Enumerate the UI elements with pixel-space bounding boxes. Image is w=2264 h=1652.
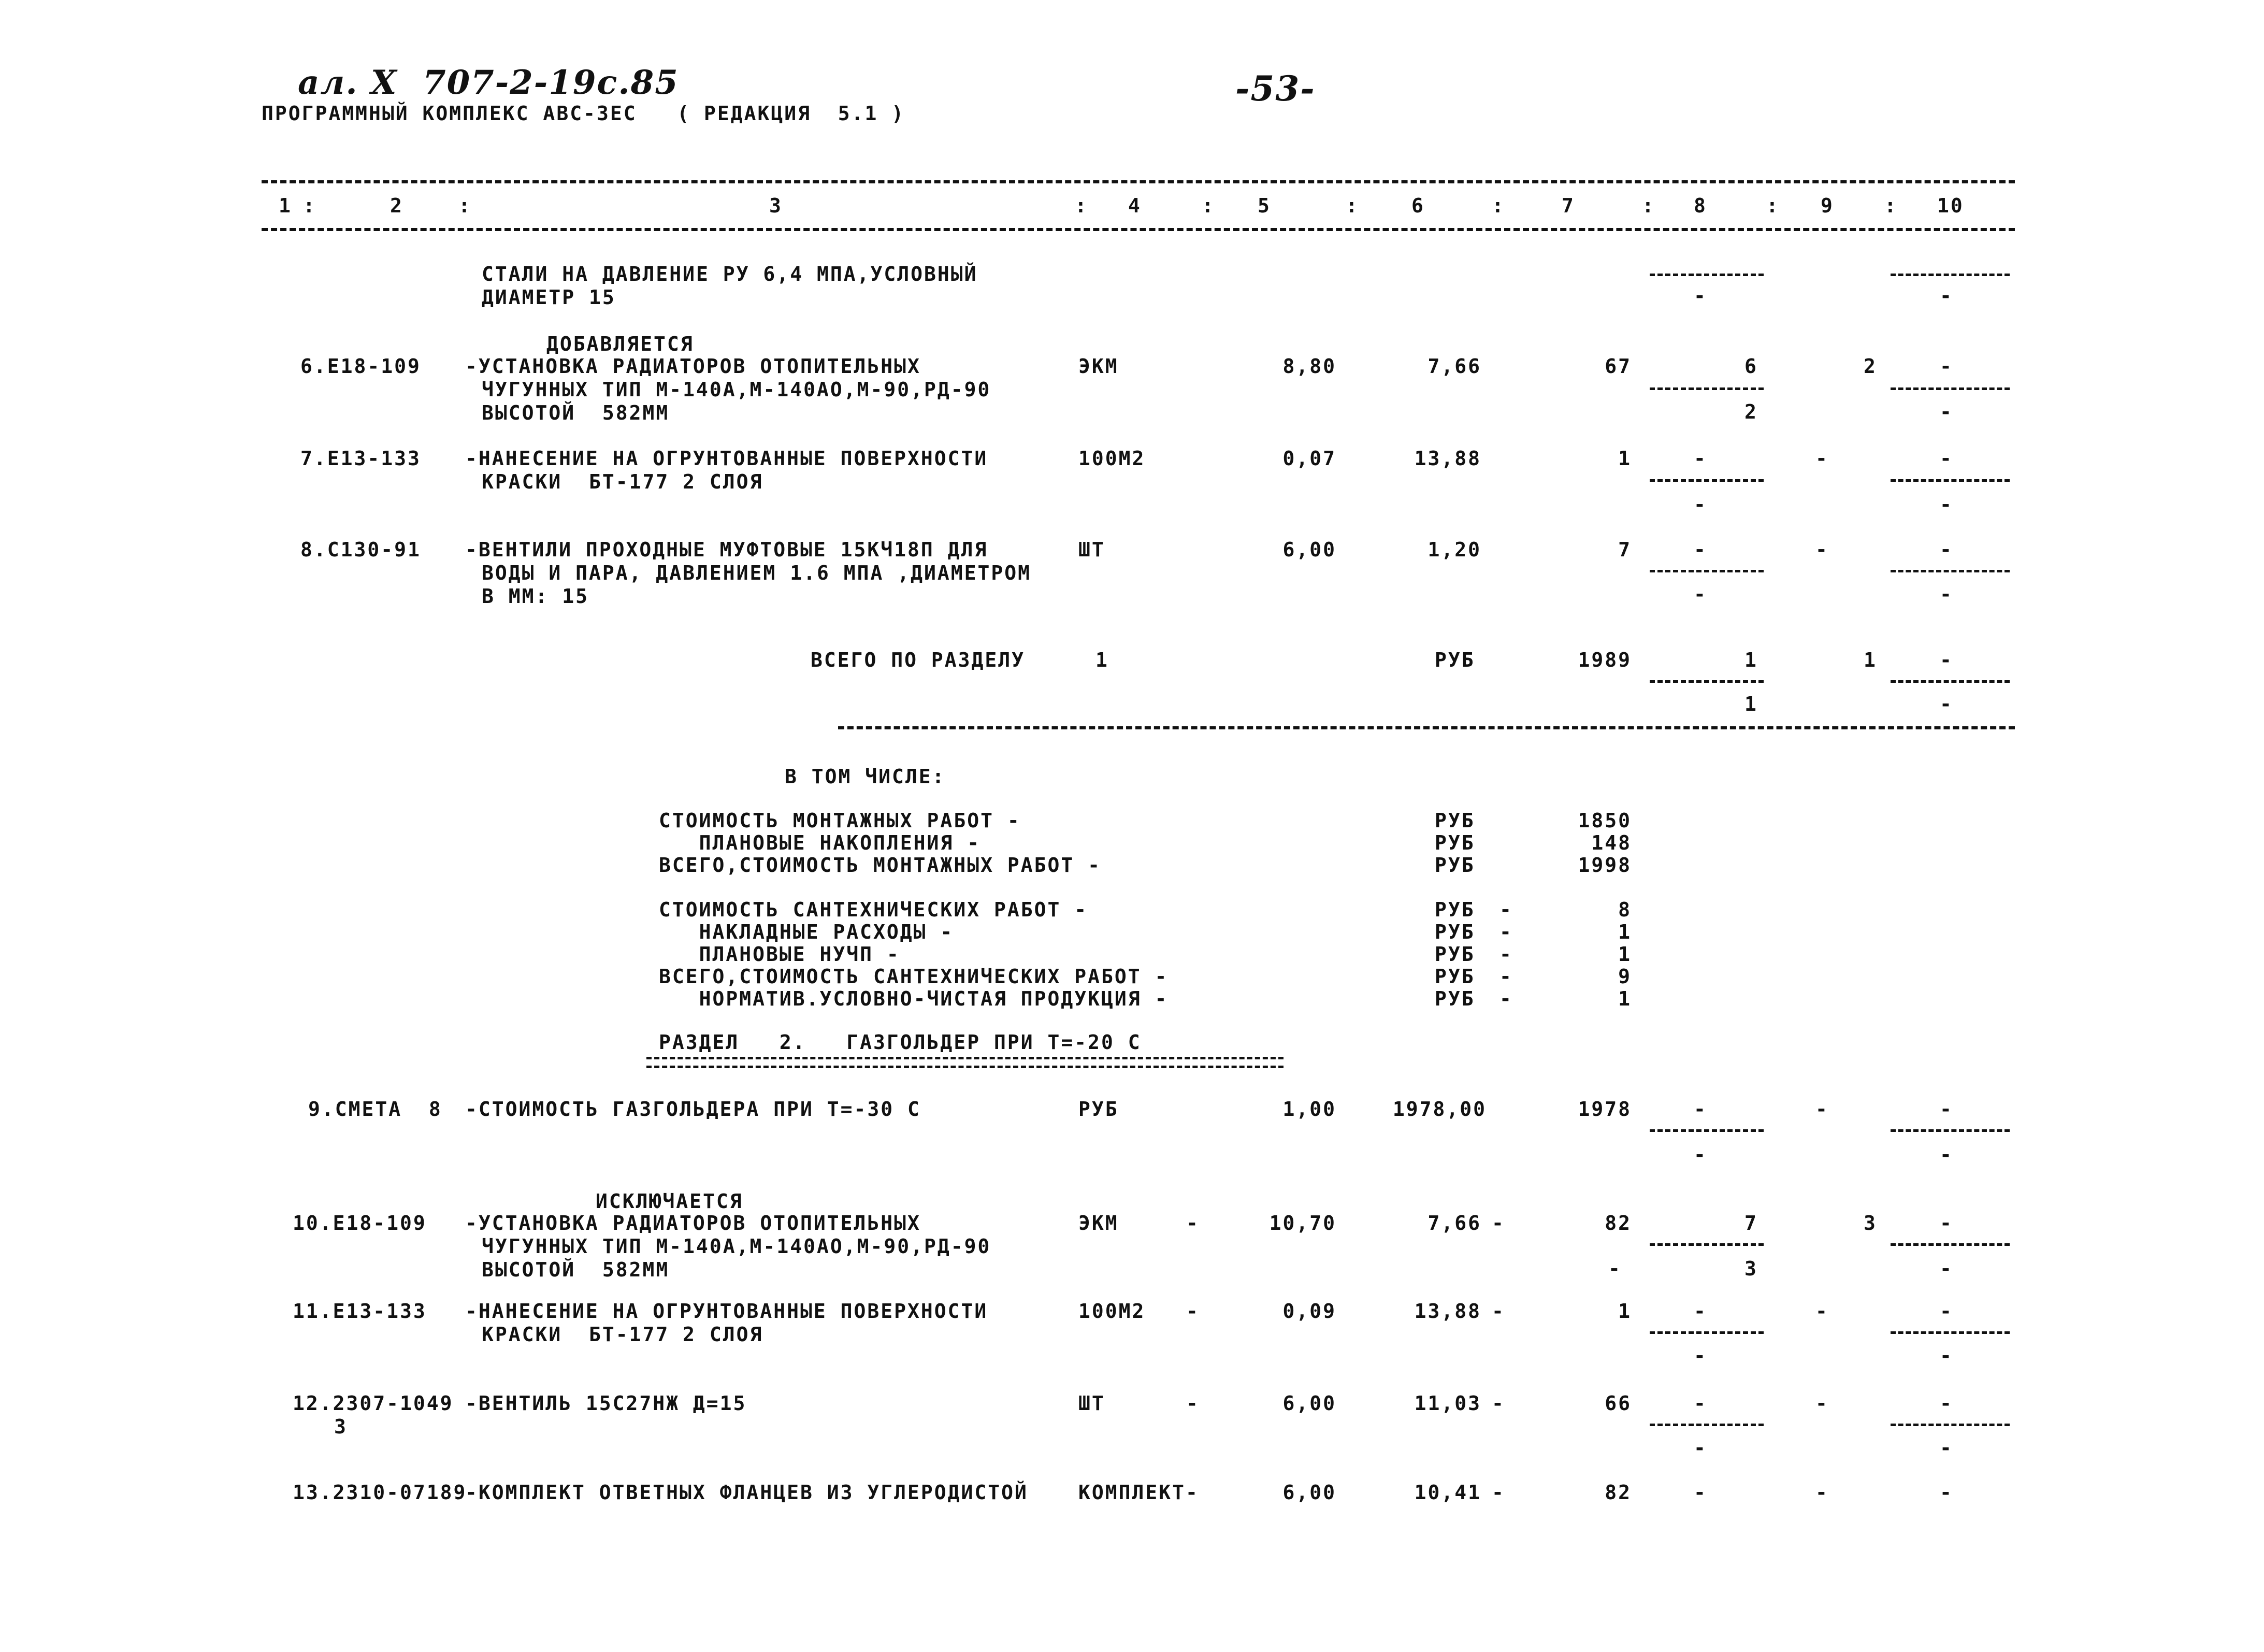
cell-col9: - bbox=[1815, 538, 1829, 561]
note-added: ДОБАВЛЯЕТСЯ bbox=[546, 333, 694, 355]
row-code: 12.2307-1049 bbox=[293, 1392, 454, 1415]
cell-col8-bottom: - bbox=[1694, 1344, 1707, 1367]
section-total-col4: 1 bbox=[1095, 649, 1109, 671]
col-num-6: 6 bbox=[1411, 194, 1425, 217]
col-num-7: 7 bbox=[1562, 194, 1575, 217]
row-text-line: -ВЕНТИЛЬ 15С27НЖ Д=15 bbox=[465, 1392, 747, 1415]
row-code: 11.Е13-133 bbox=[293, 1300, 427, 1323]
summary-label: ВСЕГО,СТОИМОСТЬ САНТЕХНИЧЕСКИХ РАБОТ - bbox=[659, 965, 1169, 988]
cell-col10-bottom: - bbox=[1940, 1436, 1953, 1459]
summary-label: НОРМАТИВ.УСЛОВНО-ЧИСТАЯ ПРОДУКЦИЯ - bbox=[659, 987, 1169, 1010]
row-qty: 1,00 bbox=[1282, 1098, 1336, 1121]
cell-col7-bottom: - bbox=[1608, 1257, 1622, 1280]
row-text-line: ВЫСОТОЙ 582ММ bbox=[482, 401, 670, 424]
row-total: 67 bbox=[1605, 355, 1632, 378]
fraction-line bbox=[1891, 1129, 2010, 1132]
cell-col8-bottom: - bbox=[1694, 284, 1707, 307]
row-text-line: ВОДЫ И ПАРА, ДАВЛЕНИЕМ 1.6 МПА ,ДИАМЕТРОМ bbox=[482, 562, 1031, 584]
cell-col8-top: - bbox=[1694, 1392, 1707, 1415]
summary-unit: РУБ bbox=[1435, 965, 1475, 988]
row-unit: ШТ bbox=[1078, 1392, 1105, 1415]
summary-dash: - bbox=[1499, 987, 1513, 1010]
row-code: 6.Е18-109 bbox=[300, 355, 421, 378]
fraction-line bbox=[1891, 387, 2010, 390]
row-negative-mark: - bbox=[1186, 1300, 1200, 1323]
cell-col8-bottom: 1 bbox=[1744, 693, 1758, 715]
fraction-line bbox=[1650, 1331, 1764, 1334]
cell-col9: 3 bbox=[1864, 1212, 1877, 1234]
cell-col8-top: - bbox=[1694, 447, 1707, 470]
row-price: 1,20 bbox=[1427, 538, 1481, 561]
row-qty: 8,80 bbox=[1282, 355, 1336, 378]
fraction-line bbox=[1891, 274, 2010, 276]
row-unit: КОМПЛЕКТ- bbox=[1078, 1481, 1199, 1504]
cell-col10-bottom: - bbox=[1940, 1143, 1953, 1166]
row-code: 9.СМЕТА 8 bbox=[308, 1098, 442, 1121]
row-unit: ЭКМ bbox=[1078, 355, 1119, 378]
cell-col8-top: - bbox=[1694, 1098, 1707, 1121]
row-total: 7 bbox=[1618, 538, 1632, 561]
section-total-value: 1989 bbox=[1578, 649, 1632, 671]
row-total: 1 bbox=[1618, 1300, 1632, 1323]
cell-col10-top: - bbox=[1940, 1212, 1953, 1234]
row-code: 13.2310-07189 bbox=[293, 1481, 467, 1504]
row-text-line: -НАНЕСЕНИЕ НА ОГРУНТОВАННЫЕ ПОВЕРХНОСТИ bbox=[465, 447, 988, 470]
fraction-line bbox=[1650, 1243, 1764, 1246]
cell-col10-top: - bbox=[1940, 1481, 1953, 1504]
summary-unit: РУБ bbox=[1435, 854, 1475, 877]
row-code-continuation: 3 bbox=[334, 1415, 348, 1438]
cell-col10: - bbox=[1940, 284, 1953, 307]
summary-unit: РУБ bbox=[1435, 943, 1475, 966]
col-num-9: 9 bbox=[1821, 194, 1834, 217]
col-num-8: 8 bbox=[1694, 194, 1707, 217]
summary-label: НАКЛАДНЫЕ РАСХОДЫ - bbox=[659, 921, 954, 943]
cell-col10-top: - bbox=[1940, 649, 1953, 671]
fraction-line bbox=[1891, 1243, 2010, 1246]
summary-dash: - bbox=[1499, 898, 1513, 921]
row-text-line: -ВЕНТИЛИ ПРОХОДНЫЕ МУФТОВЫЕ 15КЧ18П ДЛЯ bbox=[465, 538, 988, 561]
fraction-line bbox=[1891, 1424, 2010, 1426]
fraction-line bbox=[1891, 1331, 2010, 1334]
fraction-line bbox=[1891, 479, 2010, 482]
row-text-line: -НАНЕСЕНИЕ НА ОГРУНТОВАННЫЕ ПОВЕРХНОСТИ bbox=[465, 1300, 988, 1323]
section-total-label: ВСЕГО ПО РАЗДЕЛУ bbox=[811, 649, 1026, 671]
row-negative-mark: - bbox=[1492, 1212, 1505, 1234]
fraction-line bbox=[1650, 387, 1764, 390]
cell-col8-bottom: - bbox=[1694, 493, 1707, 516]
row-text-line: В ММ: 15 bbox=[482, 585, 589, 608]
summary-label: СТОИМОСТЬ МОНТАЖНЫХ РАБОТ - bbox=[659, 809, 1021, 832]
row-negative-mark: - bbox=[1492, 1300, 1505, 1323]
header-bottom-rule bbox=[262, 228, 2015, 231]
cell-col10-bottom: - bbox=[1940, 583, 1953, 606]
fraction-line bbox=[1650, 479, 1764, 482]
cell-col9: - bbox=[1815, 1481, 1829, 1504]
row-price: 13,88 bbox=[1414, 447, 1481, 470]
summary-dash: - bbox=[1499, 965, 1513, 988]
note-excluded: ИСКЛЮЧАЕТСЯ bbox=[596, 1190, 743, 1213]
table-top-rule bbox=[262, 180, 2015, 183]
cell-col8-top: 7 bbox=[1744, 1212, 1758, 1234]
row-price: 7,66 bbox=[1427, 1212, 1481, 1234]
row-text-line: ЧУГУННЫХ ТИП М-140А,М-140АО,М-90,РД-90 bbox=[482, 378, 991, 401]
section-2-double-rule bbox=[646, 1057, 1284, 1068]
col-num-3: 3 bbox=[769, 194, 783, 217]
fraction-line bbox=[1650, 570, 1764, 572]
fraction-line bbox=[1650, 680, 1764, 683]
row-price: 10,41 bbox=[1414, 1481, 1481, 1504]
cell-col10-bottom: - bbox=[1940, 493, 1953, 516]
summary-unit: РУБ bbox=[1435, 809, 1475, 832]
row-qty: 6,00 bbox=[1282, 1392, 1336, 1415]
row-price: 1978,00 bbox=[1392, 1098, 1487, 1121]
cell-col8-bottom: 2 bbox=[1744, 400, 1758, 423]
summary-value: 8 bbox=[1618, 898, 1632, 921]
cell-col8-bottom: - bbox=[1694, 1143, 1707, 1166]
row-text-line: КРАСКИ БТ-177 2 СЛОЯ bbox=[482, 1323, 763, 1346]
summary-unit: РУБ bbox=[1435, 898, 1475, 921]
summary-dash: - bbox=[1499, 921, 1513, 943]
row-total: 1 bbox=[1618, 447, 1632, 470]
cell-col10-top: - bbox=[1940, 1300, 1953, 1323]
row-text-line: -УСТАНОВКА РАДИАТОРОВ ОТОПИТЕЛЬНЫХ bbox=[465, 1212, 921, 1234]
row-code: 8.С130-91 bbox=[300, 538, 421, 561]
cell-col8-top: - bbox=[1694, 538, 1707, 561]
row-text-line: ЧУГУННЫХ ТИП М-140А,М-140АО,М-90,РД-90 bbox=[482, 1235, 991, 1258]
summary-value: 1 bbox=[1618, 987, 1632, 1010]
summary-unit: РУБ bbox=[1435, 987, 1475, 1010]
cell-col9: - bbox=[1815, 1098, 1829, 1121]
cell-col10-top: - bbox=[1940, 1098, 1953, 1121]
fraction-line bbox=[1891, 570, 2010, 572]
summary-value: 1 bbox=[1618, 943, 1632, 966]
fraction-line bbox=[1650, 1424, 1764, 1426]
cell-col10-top: - bbox=[1940, 355, 1953, 378]
summary-value: 9 bbox=[1618, 965, 1632, 988]
summary-value: 1850 bbox=[1578, 809, 1632, 832]
row-total: 1978 bbox=[1578, 1098, 1632, 1121]
col-num-10: 10 bbox=[1937, 194, 1964, 217]
cell-col8-top: - bbox=[1694, 1300, 1707, 1323]
col-num-2: 2 bbox=[390, 194, 403, 217]
handwritten-reference: ал. X 707-2-19с.85 bbox=[298, 63, 679, 102]
cell-col9: 1 bbox=[1864, 649, 1877, 671]
row-negative-mark: - bbox=[1186, 1212, 1200, 1234]
row-unit: 100М2 bbox=[1078, 447, 1146, 470]
cell-col8-bottom: 3 bbox=[1744, 1257, 1758, 1280]
row-text-line: ДИАМЕТР 15 bbox=[482, 286, 616, 309]
cell-col8-bottom: - bbox=[1694, 583, 1707, 606]
col-num-4: 4 bbox=[1128, 194, 1142, 217]
row-unit: ШТ bbox=[1078, 538, 1105, 561]
row-qty: 10,70 bbox=[1269, 1212, 1336, 1234]
row-qty: 6,00 bbox=[1282, 538, 1336, 561]
cell-col8-bottom: - bbox=[1694, 1436, 1707, 1459]
page-number: -53- bbox=[1235, 68, 1316, 109]
row-negative-mark: - bbox=[1186, 1392, 1200, 1415]
cell-col8-top: 6 bbox=[1744, 355, 1758, 378]
row-price: 13,88 bbox=[1414, 1300, 1481, 1323]
cell-col10-bottom: - bbox=[1940, 693, 1953, 715]
summary-label: ВСЕГО,СТОИМОСТЬ МОНТАЖНЫХ РАБОТ - bbox=[659, 854, 1101, 877]
summary-dash: - bbox=[1499, 943, 1513, 966]
summary-unit: РУБ bbox=[1435, 921, 1475, 943]
cell-col10-top: - bbox=[1940, 1392, 1953, 1415]
row-text-line: -УСТАНОВКА РАДИАТОРОВ ОТОПИТЕЛЬНЫХ bbox=[465, 355, 921, 378]
row-text-line: КРАСКИ БТ-177 2 СЛОЯ bbox=[482, 470, 763, 493]
summary-label: ПЛАНОВЫЕ НУЧП - bbox=[659, 943, 900, 966]
row-qty: 0,09 bbox=[1282, 1300, 1336, 1323]
summary-value: 1 bbox=[1618, 921, 1632, 943]
cell-col8-top: - bbox=[1694, 1481, 1707, 1504]
fraction-line bbox=[1650, 1129, 1764, 1132]
row-text-line: -СТОИМОСТЬ ГАЗГОЛЬДЕРА ПРИ Т=-30 С bbox=[465, 1098, 921, 1121]
cell-col9: - bbox=[1815, 447, 1829, 470]
fraction-line bbox=[1650, 274, 1764, 276]
cell-col9: - bbox=[1815, 1392, 1829, 1415]
row-qty: 0,07 bbox=[1282, 447, 1336, 470]
row-negative-mark: - bbox=[1492, 1392, 1505, 1415]
row-price: 11,03 bbox=[1414, 1392, 1481, 1415]
row-negative-mark: - bbox=[1492, 1481, 1505, 1504]
cell-col8-top: 1 bbox=[1744, 649, 1758, 671]
row-total: 66 bbox=[1605, 1392, 1632, 1415]
row-total: 82 bbox=[1605, 1481, 1632, 1504]
row-unit: РУБ bbox=[1078, 1098, 1119, 1121]
row-unit: 100М2 bbox=[1078, 1300, 1146, 1323]
row-text-line: СТАЛИ НА ДАВЛЕНИЕ РУ 6,4 МПА,УСЛОВНЫЙ bbox=[482, 263, 978, 285]
cell-col10-bottom: - bbox=[1940, 1344, 1953, 1367]
summary-label: СТОИМОСТЬ САНТЕХНИЧЕСКИХ РАБОТ - bbox=[659, 898, 1088, 921]
program-header: ПРОГРАММНЫЙ КОМПЛЕКС АВС-3ЕС ( РЕДАКЦИЯ 5.1 ) bbox=[262, 102, 905, 125]
row-text-line: -КОМПЛЕКТ ОТВЕТНЫХ ФЛАНЦЕВ ИЗ УГЛЕРОДИСТОЙ bbox=[465, 1481, 1028, 1504]
summary-heading: В ТОМ ЧИСЛЕ: bbox=[785, 765, 946, 788]
summary-value: 148 bbox=[1591, 831, 1632, 854]
section-total-rule bbox=[838, 726, 2015, 729]
cell-col10-bottom: - bbox=[1940, 400, 1953, 423]
cell-col10-bottom: - bbox=[1940, 1257, 1953, 1280]
cell-col9: 2 bbox=[1864, 355, 1877, 378]
fraction-line bbox=[1891, 680, 2010, 683]
row-price: 7,66 bbox=[1427, 355, 1481, 378]
row-qty: 6,00 bbox=[1282, 1481, 1336, 1504]
row-code: 10.Е18-109 bbox=[293, 1212, 427, 1234]
summary-label: ПЛАНОВЫЕ НАКОПЛЕНИЯ - bbox=[659, 831, 981, 854]
cell-col10-top: - bbox=[1940, 538, 1953, 561]
section-2-title: РАЗДЕЛ 2. ГАЗГОЛЬДЕР ПРИ Т=-20 С bbox=[659, 1031, 1142, 1054]
row-code: 7.Е13-133 bbox=[300, 447, 421, 470]
col-num-5: 5 bbox=[1258, 194, 1271, 217]
col-num-1: 1 bbox=[279, 194, 292, 217]
summary-value: 1998 bbox=[1578, 854, 1632, 877]
cell-col10-top: - bbox=[1940, 447, 1953, 470]
cell-col9: - bbox=[1815, 1300, 1829, 1323]
row-text-line: ВЫСОТОЙ 582ММ bbox=[482, 1258, 670, 1281]
row-unit: ЭКМ bbox=[1078, 1212, 1119, 1234]
section-total-unit: РУБ bbox=[1435, 649, 1475, 671]
row-total: 82 bbox=[1605, 1212, 1632, 1234]
summary-unit: РУБ bbox=[1435, 831, 1475, 854]
